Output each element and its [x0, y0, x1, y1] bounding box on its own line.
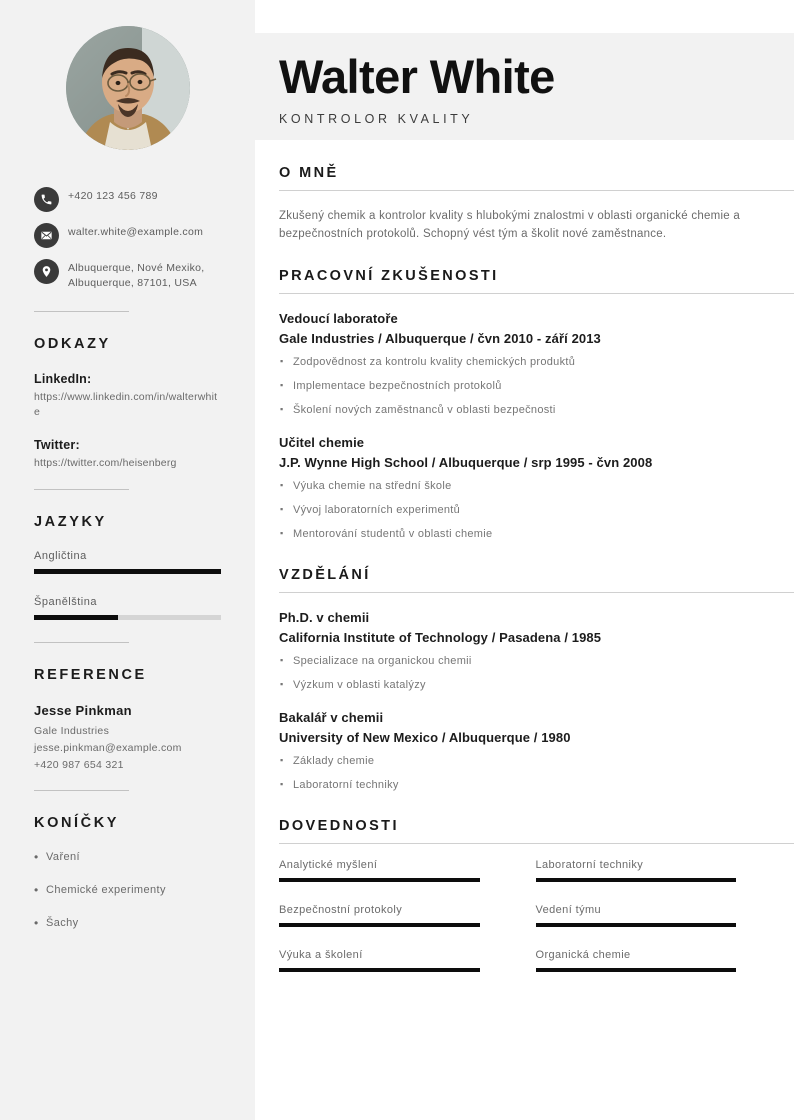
reference-email[interactable]: jesse.pinkman@example.com [34, 742, 182, 754]
divider [34, 790, 129, 791]
skill-item [536, 859, 737, 882]
skill-level-track [536, 923, 737, 927]
entry-bullet: ▪ Základy chemie [279, 753, 794, 769]
sidebar-section-hobbies [34, 815, 221, 929]
skill-name: Laboratorní techniky [535, 859, 644, 871]
entry-bullet: ▪ Výzkum v oblasti katalýzy [279, 677, 794, 693]
language-name: Španělština [34, 596, 97, 608]
skills-grid [279, 859, 794, 994]
link-item-twitter[interactable] [34, 438, 221, 471]
skill-item [279, 949, 480, 972]
skill-name: Bezpečnostní protokoly [279, 904, 403, 916]
skill-level-fill [279, 923, 480, 927]
avatar [66, 26, 190, 150]
entry-bullet: ▪ Vývoj laboratorních experimentů [279, 502, 794, 518]
reference-heading: REFERENCE [34, 667, 147, 683]
sidebar-section-languages [34, 514, 221, 620]
contact-list [34, 186, 221, 291]
link-item-linkedin[interactable] [34, 372, 221, 420]
hobby-item: • Chemické experimenty [34, 884, 221, 896]
entry-bullet: ▪ Výuka chemie na střední škole [279, 478, 794, 494]
experience-entry [279, 435, 794, 542]
skill-item [279, 904, 480, 927]
link-url[interactable]: https://twitter.com/heisenberg [34, 457, 177, 469]
entry-bullet: ▪ Školení nových zaměstnanců v oblasti bezpečnosti [279, 402, 794, 418]
reference-name: Jesse Pinkman [34, 703, 132, 718]
entry-meta: California Institute of Technology / Pasadena / 1985 [279, 630, 602, 645]
name-band [255, 33, 794, 140]
education-entry [279, 610, 794, 693]
portrait-illustration [66, 26, 190, 150]
education-heading: VZDĚLÁNÍ [279, 567, 794, 593]
link-label: Twitter: [34, 438, 80, 452]
entry-role: Bakalář v chemii [279, 710, 384, 725]
entry-role: Učitel chemie [279, 435, 365, 450]
divider [34, 642, 129, 643]
education-entry [279, 710, 794, 793]
language-item [34, 596, 221, 620]
entry-meta: Gale Industries / Albuquerque / čvn 2010 - září 2013 [279, 331, 601, 346]
language-level-track [34, 615, 221, 620]
divider [34, 489, 129, 490]
skill-level-track [279, 968, 480, 972]
job-title: KONTROLOR KVALITY [279, 112, 474, 126]
skill-item [536, 949, 737, 972]
contact-address[interactable] [34, 258, 221, 291]
skill-name: Vedení týmu [535, 904, 602, 916]
skill-level-track [536, 878, 737, 882]
skill-level-track [279, 878, 480, 882]
main-content [255, 0, 794, 1120]
skills-heading: DOVEDNOSTI [279, 818, 794, 844]
language-level-track [34, 569, 221, 574]
language-level-fill [34, 615, 118, 620]
skill-level-track [279, 923, 480, 927]
divider [34, 311, 129, 312]
entry-bullet: ▪ Specializace na organickou chemii [279, 653, 794, 669]
hobbies-heading: KONÍČKY [34, 815, 120, 831]
sidebar [0, 0, 255, 1120]
sidebar-section-links [34, 336, 221, 471]
page-title: Walter White [279, 50, 555, 103]
contact-phone[interactable] [34, 186, 221, 212]
skill-name: Analytické myšlení [279, 859, 378, 871]
section-education [279, 567, 794, 793]
skill-level-fill [536, 968, 737, 972]
about-heading: O MNĚ [279, 165, 794, 191]
contact-phone-value: +420 123 456 789 [68, 190, 158, 202]
entry-bullet: ▪ Mentorování studentů v oblasti chemie [279, 526, 794, 542]
language-item [34, 550, 221, 574]
entry-bullet: ▪ Zodpovědnost za kontrolu kvality chemických produktů [279, 354, 794, 370]
skill-name: Výuka a školení [279, 949, 363, 961]
profile-photo-wrap [34, 26, 221, 150]
contact-email[interactable] [34, 222, 221, 248]
language-name: Angličtina [34, 550, 87, 562]
section-skills [279, 818, 794, 994]
about-text: Zkušený chemik a kontrolor kvality s hlubokými znalostmi v oblasti organické chemie a bezpečnostních protokolů. Schopný vést tým a školit nové zaměstnance. [279, 210, 740, 240]
entry-role: Ph.D. v chemii [279, 610, 370, 625]
entry-bullet: ▪ Implementace bezpečnostních protokolů [279, 378, 794, 394]
contact-address-value: Albuquerque, Nové Mexiko, Albuquerque, 87101, USA [68, 262, 205, 289]
entry-meta: University of New Mexico / Albuquerque / 1980 [279, 730, 571, 745]
phone-icon [34, 187, 59, 212]
skill-level-fill [279, 968, 480, 972]
contact-email-value: walter.white@example.com [68, 226, 204, 238]
skill-level-fill [279, 878, 480, 882]
hobby-item: • Vaření [34, 851, 221, 863]
reference-company: Gale Industries [34, 725, 110, 737]
section-experience [279, 268, 794, 542]
section-about [279, 165, 794, 243]
skill-name: Organická chemie [535, 949, 631, 961]
entry-meta: J.P. Wynne High School / Albuquerque / srp 1995 - čvn 2008 [279, 455, 653, 470]
link-url[interactable]: https://www.linkedin.com/in/walterwhite [34, 391, 218, 418]
experience-heading: PRACOVNÍ ZKUŠENOSTI [279, 268, 794, 294]
email-icon [34, 223, 59, 248]
experience-entry [279, 311, 794, 418]
hobby-item: • Šachy [34, 917, 221, 929]
reference-phone[interactable]: +420 987 654 321 [34, 759, 124, 771]
entry-role: Vedoucí laboratoře [279, 311, 398, 326]
link-label: LinkedIn: [34, 372, 92, 386]
skill-level-fill [536, 878, 737, 882]
skill-level-fill [536, 923, 737, 927]
skill-item [536, 904, 737, 927]
sidebar-section-reference [34, 667, 221, 774]
languages-heading: JAZYKY [34, 514, 107, 530]
skill-level-track [536, 968, 737, 972]
skill-item [279, 859, 480, 882]
links-heading: ODKAZY [34, 336, 111, 352]
language-level-fill [34, 569, 221, 574]
location-icon [34, 259, 59, 284]
entry-bullet: ▪ Laboratorní techniky [279, 777, 794, 793]
